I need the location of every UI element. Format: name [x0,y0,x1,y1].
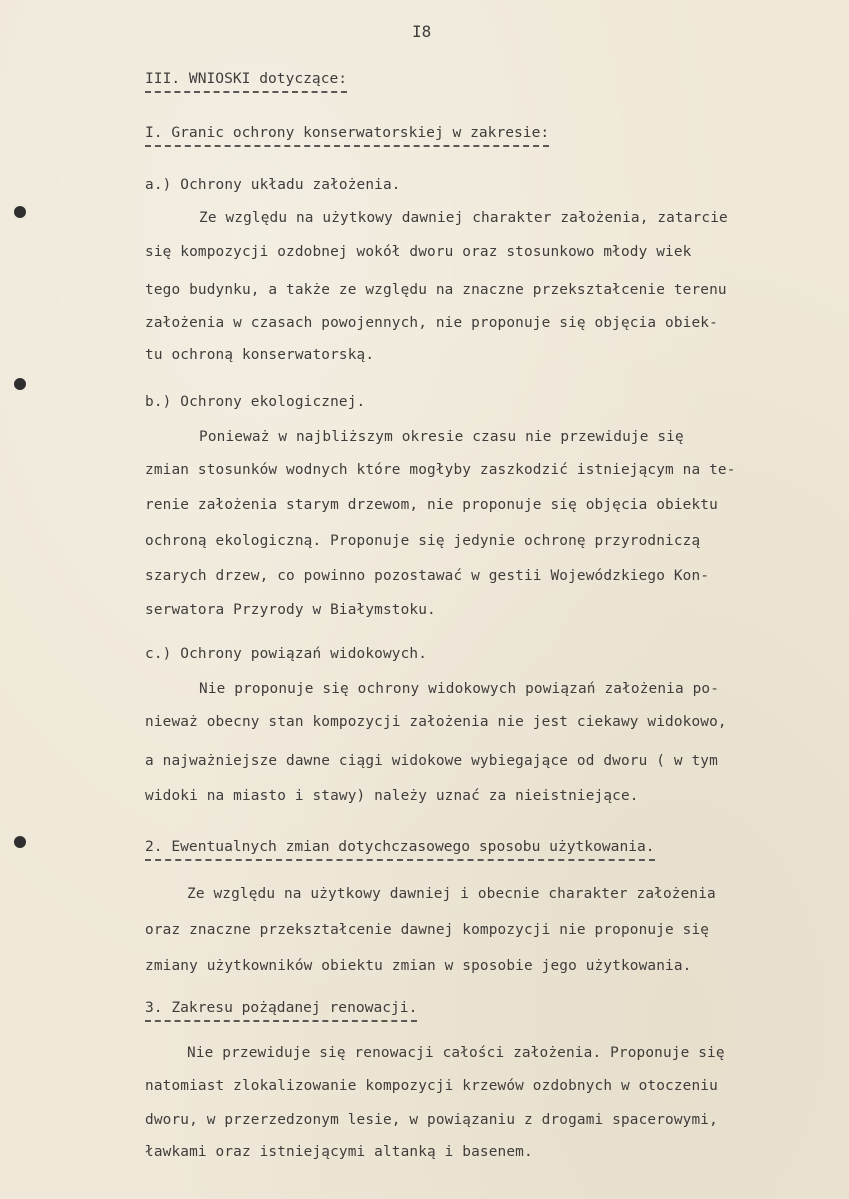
subsection-3-line: ławkami oraz istniejącymi altanką i basenem. [145,1144,533,1160]
paragraph-b-line: serwatora Przyrody w Białymstoku. [145,602,436,618]
paragraph-b-line: szarych drzew, co powinno pozostawać w gestii Wojewódzkiego Kon- [145,568,710,584]
punch-hole [14,206,26,218]
paragraph-c-line: widoki na miasto i stawy) należy uznać za nieistniejące. [145,788,639,804]
paragraph-b-line: renie założenia starym drzewom, nie proponuje się objęcia obiektu [145,497,718,513]
page-number: I8 [412,22,432,41]
paragraph-b-line: Ponieważ w najbliższym okresie czasu nie przewiduje się [199,429,684,445]
subsection-2-line: oraz znaczne przekształcenie dawnej kompozycji nie proponuje się [145,922,710,938]
subsection-2-line: Ze względu na użytkowy dawniej i obecnie charakter założenia [187,886,716,902]
subsection-3-title: 3. Zakresu pożądanej renowacji. [145,999,417,1022]
paragraph-c-line: Nie proponuje się ochrony widokowych powiązań założenia po- [199,681,720,697]
paragraph-a-line: Ze względu na użytkowy dawniej charakter założenia, zatarcie [199,210,728,226]
subsection-2-line: zmiany użytkowników obiektu zmian w sposobie jego użytkowania. [145,958,692,974]
paragraph-b-line: ochroną ekologiczną. Proponuje się jedynie ochronę przyrodniczą [145,533,701,549]
paragraph-c-label: c.) Ochrony powiązań widokowych. [145,646,428,662]
subsection-3-line: Nie przewiduje się renowacji całości założenia. Proponuje się [187,1045,725,1061]
paragraph-a-line: tu ochroną konserwatorską. [145,347,375,363]
subsection-2-title: 2. Ewentualnych zmian dotychczasowego sposobu użytkowania. [145,838,655,861]
paragraph-b-label: b.) Ochrony ekologicznej. [145,394,366,410]
paragraph-b-line: zmian stosunków wodnych które mogłyby zaszkodzić istniejącym na te- [145,462,736,478]
paragraph-a-label: a.) Ochrony układu założenia. [145,177,401,193]
subsection-3-line: natomiast zlokalizowanie kompozycji krzewów ozdobnych w otoczeniu [145,1078,718,1094]
punch-hole [14,836,26,848]
paragraph-a-line: założenia w czasach powojennych, nie proponuje się objęcia obiek- [145,315,718,331]
punch-hole [14,378,26,390]
subsection-3-line: dworu, w przerzedzonym lesie, w powiązaniu z drogami spacerowymi, [145,1112,718,1128]
subsection-1-title: I. Granic ochrony konserwatorskiej w zakresie: [145,124,549,147]
paragraph-c-line: nieważ obecny stan kompozycji założenia nie jest ciekawy widokowo, [145,714,727,730]
paragraph-c-line: a najważniejsze dawne ciągi widokowe wybiegające od dworu ( w tym [145,753,718,769]
section-title: III. WNIOSKI dotyczące: [145,70,347,93]
paragraph-a-line: się kompozycji ozdobnej wokół dworu oraz stosunkowo młody wiek [145,244,692,260]
paragraph-a-line: tego budynku, a także ze względu na znaczne przekształcenie terenu [145,282,727,298]
